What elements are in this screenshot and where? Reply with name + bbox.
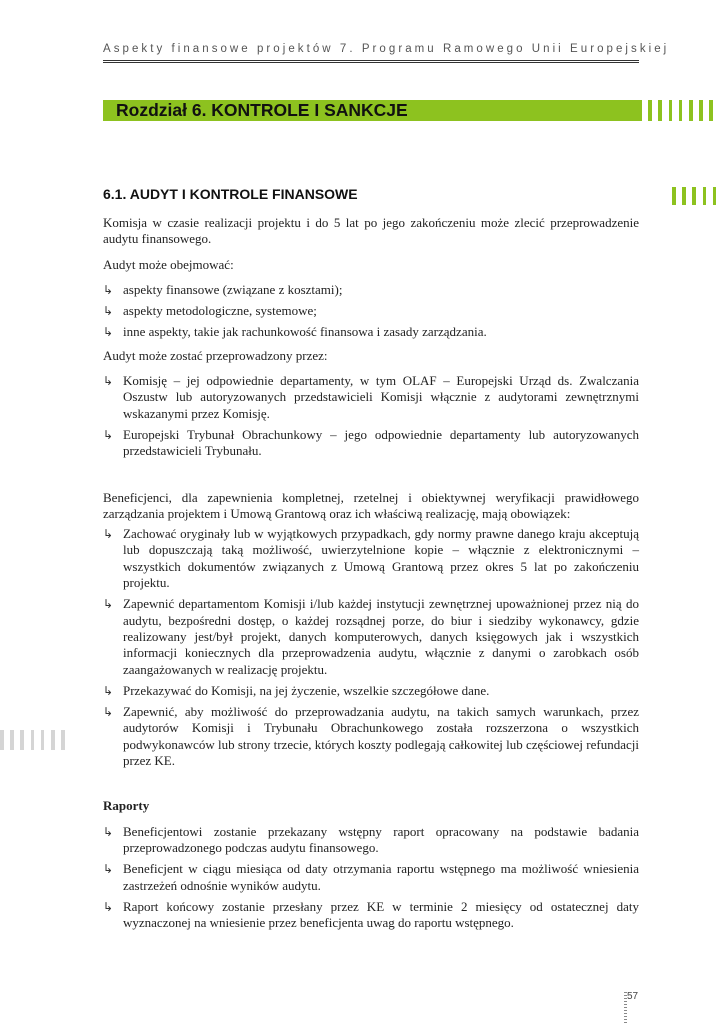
paragraph: Beneficjenci, dla zapewnienia kompletnej, rzetelnej i obiektywnej weryfikacji prawidłowego zarządzania projektem i Umową Grantową oraz ich właściwą realizację, mają obowiązek:	[103, 489, 639, 521]
list-item: ↳ Raport końcowy zostanie przesłany przez KE w terminie 2 miesięcy od ostatecznej daty wyznaczonej na wniesienie przez beneficjenta uwag do raportu wstępnego.	[103, 898, 639, 931]
bullet-list-obligations	[103, 526, 639, 769]
bullet-list-auditors	[103, 373, 639, 459]
hook-arrow-icon: ↳	[103, 374, 114, 389]
paragraph: Audyt może obejmować:	[103, 256, 234, 272]
list-item: ↳ Przekazywać do Komisji, na jej życzenie, wszelkie szczegółowe dane.	[103, 682, 490, 698]
bullet-list-scope	[103, 282, 639, 341]
hook-arrow-icon: ↳	[103, 427, 114, 442]
list-item: ↳ Zapewnić departamentom Komisji i/lub każdej instytucji zewnętrznej upoważnionej przez nią do audytu, bezpośredni dostęp, o każdej rozsądnej porze, do biur i siedziby wykonawcy, gdzie realizowany jest/był projekt, danych komputerowych, danych księgowych jak i wszystkich informacji koniecznych dla przeprowadzenia audytu, włącznie z danymi o zarobkach osób zaangażowanych w realizację projektu.	[103, 596, 639, 677]
list-item: ↳ Beneficjent w ciągu miesiąca od daty otrzymania raportu wstępnego ma możliwość wniesienia zastrzeżeń odnośnie wyników audytu.	[103, 861, 639, 893]
paragraph: Audyt może zostać przeprowadzony przez:	[103, 347, 328, 363]
section-title: 6.1. AUDYT I KONTROLE FINANSOWE	[103, 186, 358, 202]
header-rule	[103, 60, 639, 63]
hook-arrow-icon: ↳	[103, 824, 114, 839]
hook-arrow-icon: ↳	[103, 304, 114, 319]
hook-arrow-icon: ↳	[103, 683, 114, 698]
section-stripes-decoration	[672, 187, 716, 205]
hook-arrow-icon: ↳	[103, 325, 114, 340]
list-item: ↳ aspekty finansowe (związane z kosztami);	[103, 281, 343, 297]
running-header: Aspekty finansowe projektów 7. Programu Ramowego Unii Europejskiej	[103, 43, 670, 55]
list-item: ↳ Europejski Trybunał Obrachunkowy – jego odpowiednie departamenty lub autoryzowanych przedstawicieli Trybunału.	[103, 426, 639, 459]
bullet-list-reports	[103, 824, 639, 932]
hook-arrow-icon: ↳	[103, 282, 114, 297]
main-content	[103, 215, 639, 936]
margin-stripes-decoration	[0, 730, 65, 750]
chapter-stripes-decoration	[638, 100, 713, 121]
hook-arrow-icon: ↳	[103, 862, 114, 877]
list-item: ↳ Komisję – jej odpowiednie departamenty, w tym OLAF – Europejski Urząd ds. Zwalczania Oszustw lub autoryzowanych przedstawicieli Komisji włącznie z audytorami zewnętrznymi wskazanymi przez Komisję.	[103, 373, 639, 421]
hook-arrow-icon: ↳	[103, 705, 114, 720]
list-item: ↳ Zapewnić, aby możliwość do przeprowadzania audytu, na takich samych warunkach, przez audytorów Komisji i Trybunału Obrachunkowego została rozszerzona o wszystkich podwykonawców lub strony trzecie, których koszty podlegają całkowitej lub częściowej refundacji przez KE.	[103, 704, 639, 769]
hook-arrow-icon: ↳	[103, 527, 114, 542]
paragraph: Komisja w czasie realizacji projektu i do 5 lat po jego zakończeniu może zlecić przeprowadzenie audytu finansowego.	[103, 215, 639, 247]
hook-arrow-icon: ↳	[103, 597, 114, 612]
list-item: ↳ Beneficjentowi zostanie przekazany wstępny raport opracowany na podstawie badania przeprowadzonego podczas audytu finansowego.	[103, 823, 639, 855]
subheading-raporty: Raporty	[103, 798, 150, 814]
chapter-title: Rozdział 6. KONTROLE I SANKCJE	[116, 100, 408, 120]
list-item: ↳ aspekty metodologiczne, systemowe;	[103, 303, 317, 319]
hook-arrow-icon: ↳	[103, 899, 114, 914]
list-item: ↳ Zachować oryginały lub w wyjątkowych przypadkach, gdy normy prawne danego kraju akceptują lub dopuszczają taką możliwość, uwierzytelnione kopie – włącznie z elektronicznymi – wszystkich dokumentów związanych z Umową Grantową przez okres 5 lat po zakończeniu projektu.	[103, 526, 639, 591]
list-item: ↳ inne aspekty, takie jak rachunkowość finansowa i zasady zarządzania.	[103, 324, 487, 340]
page-number: 57	[627, 991, 639, 1002]
